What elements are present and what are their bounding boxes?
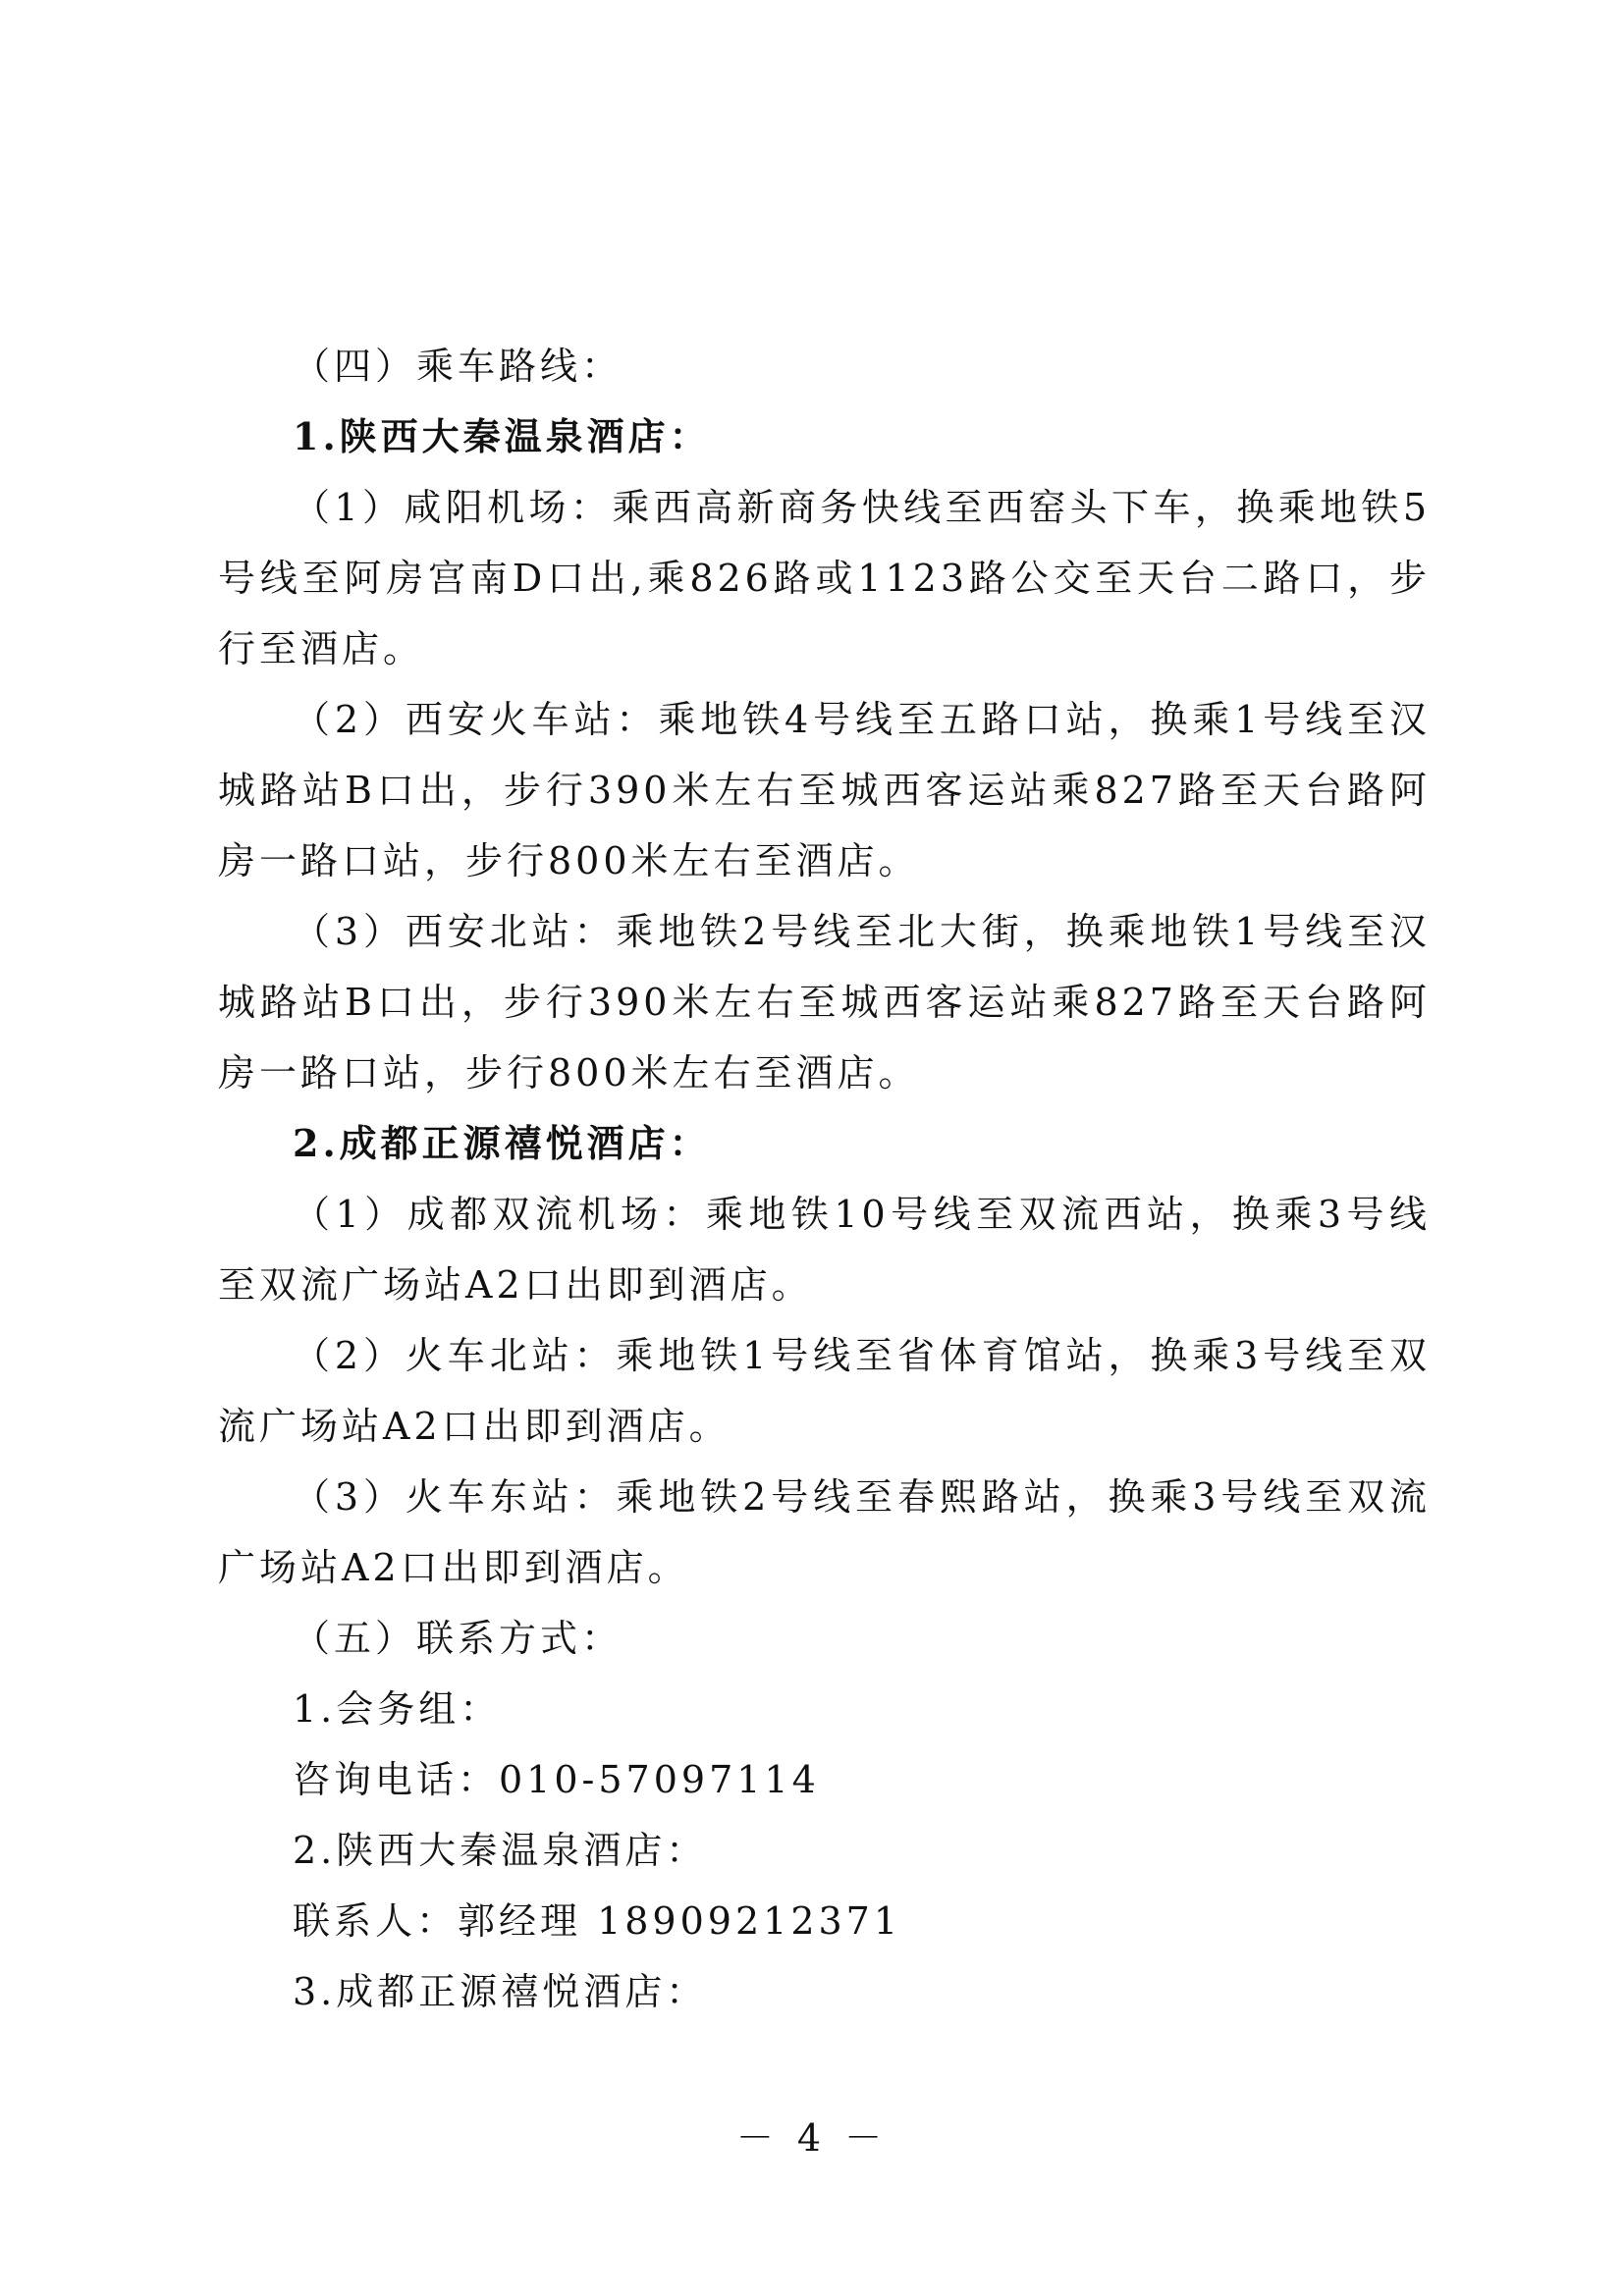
hotel-1-route-xian-north-station: （3）西安北站：乘地铁2号线至北大街，换乘地铁1号线至汉城路站B口出，步行390米左右至城西客运站乘827路至天台路阿房一路口站，步行800米左右至酒店。 bbox=[218, 910, 1431, 1095]
hotel-2-route-shuangliu-airport: （1）成都双流机场：乘地铁10号线至双流西站，换乘3号线至双流广场站A2口出即到酒店。 bbox=[218, 1193, 1431, 1307]
page-number: － 4 － bbox=[735, 2116, 889, 2160]
hotel-1-heading: 1.陕西大秦温泉酒店： bbox=[293, 414, 711, 458]
contact-hotel-1-person: 联系人：郭经理 18909212371 bbox=[293, 1899, 902, 1943]
hotel-1-route-xian-railway-station: （2）西安火车站：乘地铁4号线至五路口站，换乘1号线至汉城路站B口出，步行390米左右至城西客运站乘827路至天台路阿房一路口站，步行800米左右至酒店。 bbox=[218, 698, 1431, 882]
hotel-2-route-east-station: （3）火车东站：乘地铁2号线至春熙路站，换乘3号线至双流广场站A2口出即到酒店。 bbox=[218, 1475, 1431, 1589]
contact-conference-group-heading: 1.会务组： bbox=[293, 1687, 502, 1731]
hotel-2-route-north-station: （2）火车北站：乘地铁1号线至省体育馆站，换乘3号线至双流广场站A2口出即到酒店。 bbox=[218, 1334, 1431, 1448]
contact-hotel-1-heading: 2.陕西大秦温泉酒店： bbox=[293, 1829, 708, 1872]
contact-conference-phone: 咨询电话：010-57097114 bbox=[293, 1758, 820, 1801]
contact-hotel-2-heading: 3.成都正源禧悦酒店： bbox=[293, 1970, 708, 2013]
document-body bbox=[218, 331, 1431, 2027]
hotel-1-route-xianyang-airport: （1）咸阳机场：乘西高新商务快线至西窑头下车，换乘地铁5号线至阿房宫南D口出,乘826路或1123路公交至天台二路口，步行至酒店。 bbox=[218, 486, 1431, 670]
section-5-heading: （五）联系方式： bbox=[293, 1617, 623, 1660]
hotel-2-heading: 2.成都正源禧悦酒店： bbox=[293, 1121, 711, 1165]
section-4-heading: （四）乘车路线： bbox=[293, 345, 623, 388]
